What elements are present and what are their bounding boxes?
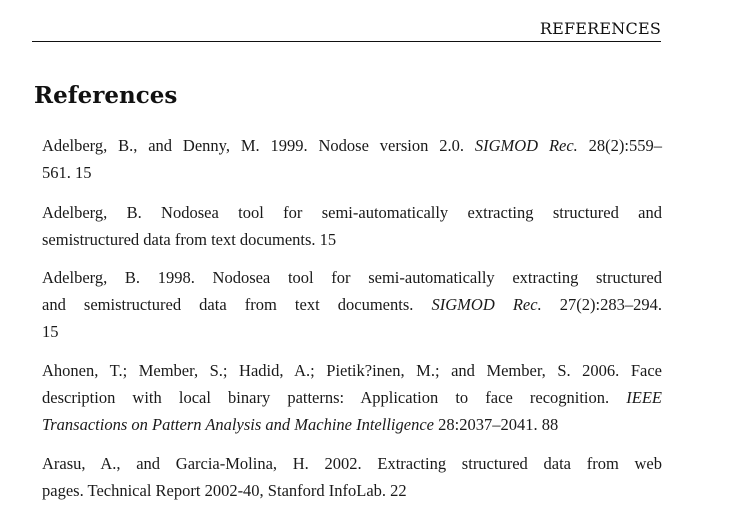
reference-line (42, 132, 662, 159)
reference-line: 561. 15 (42, 163, 92, 182)
journal-name: IEEE (626, 388, 662, 407)
reference-line: Adelberg, B. Nodosea tool for semi-automatically extracting structured and (42, 203, 662, 222)
journal-name: Transactions on Pattern Analysis and Machine Intelligence (42, 415, 434, 434)
reference-line: Adelberg, B. 1998. Nodosea tool for semi-automatically extracting structured (42, 268, 662, 287)
reference-text: and semistructured data from text documents. (42, 295, 432, 314)
journal-name: SIGMOD Rec. (474, 136, 578, 155)
reference-text: Adelberg, B., and Denny, M. 1999. Nodose version 2.0. (42, 136, 475, 155)
reference-text: 27(2):283–294. (541, 295, 663, 314)
reference-line: Arasu, A., and Garcia-Molina, H. 2002. Extracting structured data from web (42, 454, 662, 473)
reference-line: 15 (42, 322, 59, 341)
reference-entry (42, 264, 662, 345)
reference-line: semistructured data from text documents. 15 (42, 230, 337, 249)
reference-text: 28:2037–2041. 88 (433, 415, 559, 434)
reference-line (42, 411, 662, 438)
reference-entry (42, 132, 662, 186)
reference-line (42, 384, 662, 411)
reference-line: Ahonen, T.; Member, S.; Hadid, A.; Pietik?inen, M.; and Member, S. 2006. Face (42, 361, 662, 380)
reference-entry (42, 450, 662, 504)
journal-name: SIGMOD Rec. (431, 295, 542, 314)
reference-line: pages. Technical Report 2002-40, Stanford InfoLab. 22 (42, 481, 407, 500)
reference-line (42, 291, 662, 318)
reference-entry (42, 199, 662, 253)
reference-text: description with local binary patterns: Application to face recognition. (42, 388, 627, 407)
reference-text: 28(2):559– (577, 136, 663, 155)
reference-entry (42, 357, 662, 438)
running-header (32, 18, 661, 42)
section-title: References (34, 82, 178, 109)
running-header-title: REFERENCES (539, 19, 661, 38)
